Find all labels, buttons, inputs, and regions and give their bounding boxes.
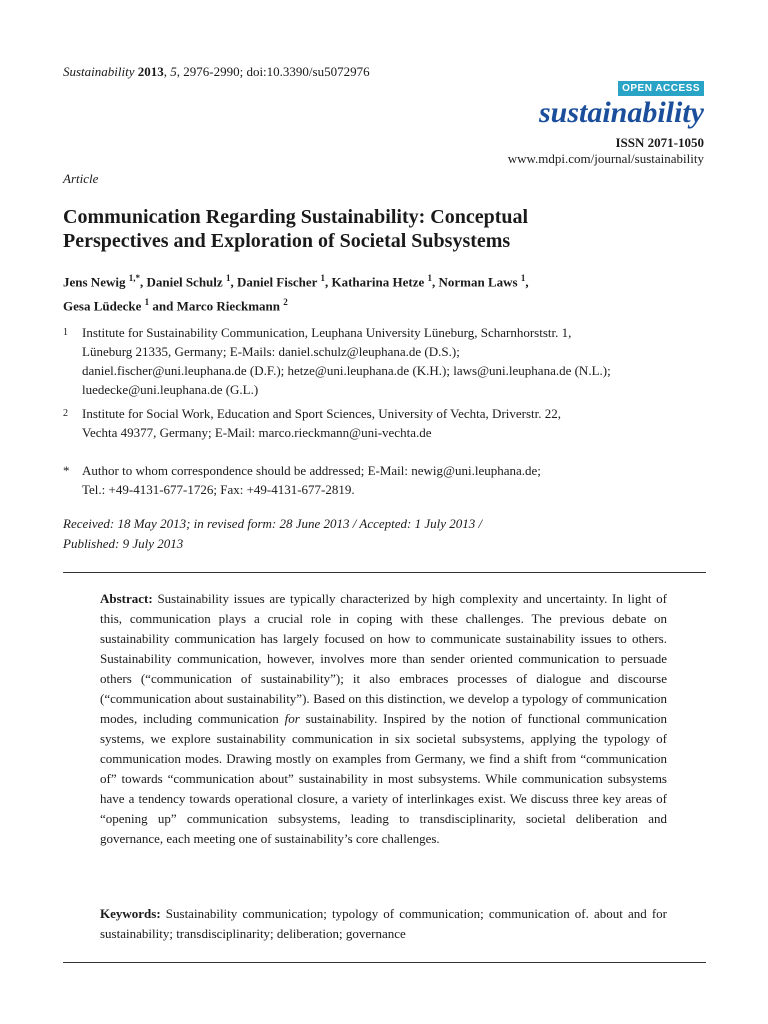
author-affiliation-mark: 1: [144, 297, 150, 308]
issn: ISSN 2071-1050: [615, 135, 704, 150]
affiliation-2: [63, 404, 703, 442]
keywords-text: Sustainability communication; typology of communication; communication of. about and for sustainability; transdisciplinarity; deliberation; governance: [100, 906, 667, 941]
publication-dates: [63, 514, 683, 554]
title-line-1: Communication Regarding Sustainability: Conceptual: [63, 206, 529, 228]
author-name: Katharina Hetze: [331, 274, 425, 290]
author-affiliation-mark: 2: [283, 297, 288, 308]
correspondence-line: Author to whom correspondence should be addressed; E-Mail: newig@uni.leuphana.de;: [82, 463, 541, 478]
author-name: Norman Laws: [438, 274, 518, 290]
author-affiliation-mark: 1,*: [128, 273, 140, 283]
citation-volume: 5: [170, 64, 177, 79]
affiliation-line: Vechta 49377, Germany; E-Mail: marco.rieckmann@uni-vechta.de: [82, 425, 432, 440]
author-affiliation-mark: 1: [225, 273, 231, 283]
dates-line-1: Received: 18 May 2013; in revised form: 28 June 2013 / Accepted: 1 July 2013 /: [63, 516, 483, 531]
author-line-2: Gesa Lüdecke $^1$ and Marco Rieckmann $^2$: [63, 297, 288, 314]
divider-bottom: [63, 962, 706, 963]
open-access-badge: OPEN ACCESS: [618, 81, 704, 96]
article-type: Article: [63, 171, 99, 186]
abstract-label: Abstract:: [100, 591, 153, 606]
author-list: [63, 268, 703, 317]
author-name: Daniel Schulz: [146, 274, 223, 290]
affiliation-line: Institute for Social Work, Education and Sport Sciences, University of Vechta, Driverstr. 22,: [82, 406, 562, 421]
affiliation-line: luedecke@uni.leuphana.de (G.L.): [82, 382, 259, 397]
citation-journal: Sustainability: [63, 64, 135, 79]
affiliation-line: Lüneburg 21335, Germany; E-Mails: daniel.schulz@leuphana.de (D.S.);: [82, 344, 460, 359]
affiliation-line: Institute for Sustainability Communication, Leuphana University Lüneburg, Scharnhorststr. 1,: [82, 325, 572, 340]
divider-top: [63, 572, 706, 573]
author-affiliation-mark: 1: [520, 273, 526, 283]
journal-url[interactable]: www.mdpi.com/journal/sustainability: [507, 151, 704, 166]
author-line-1: Jens Newig $^{1,*}$, Daniel Schulz $^1$, Daniel Fischer $^1$, Katharina Hetze $^1$, Norman Laws $^1$,: [63, 273, 529, 290]
abstract-emphasis: for: [284, 711, 300, 726]
author-name: Marco Rieckmann: [176, 298, 280, 314]
author-name: Daniel Fischer: [236, 274, 318, 290]
citation-rest: , 2976-2990; doi:10.3390/su5072976: [176, 64, 370, 79]
abstract-text-part-1: Sustainability issues are typically characterized by high complexity and uncertainty. In light of this, communication plays a crucial role in coping with these challenges. The previous debate on sustainability communication has largely focused on how to communicate sustainability issues to others. Sustainability communication, however, involves more than sender oriented communication to persuade others (“communication of sustainability”); it also embraces processes of dialogue and discourse (“communication about sustainability”). Based on this distinction, we develop a typology of communication modes, including communication: [100, 591, 667, 726]
citation-year: 2013: [137, 64, 164, 79]
author-affiliation-mark: 1: [320, 273, 325, 283]
author-name: Gesa Lüdecke: [63, 298, 142, 314]
dates-line-2: Published: 9 July 2013: [63, 536, 184, 551]
affiliation-mark: 1: [63, 327, 68, 338]
title-line-2: Perspectives and Exploration of Societal Subsystems: [63, 230, 511, 252]
keywords: [100, 904, 667, 944]
affiliation-line: daniel.fischer@uni.leuphana.de (D.F.); hetze@uni.leuphana.de (K.H.); laws@uni.leuphana.de (N.L.);: [82, 363, 611, 378]
abstract: [100, 589, 667, 849]
affiliation-mark: 2: [63, 408, 68, 419]
author-name: Jens Newig: [63, 274, 126, 290]
citation-line: Sustainability 2013, 5, 2976-2990; doi:10.3390/su5072976: [63, 64, 370, 79]
abstract-text-part-2: sustainability. Inspired by the notion of functional communication systems, we explore sustainability communication in six societal subsystems, applying the typology of communication modes. Drawing mostly on examples from Germany, we find a shift from “communication of” towards “communication about” sustainability in most subsystems. While communication subsystems have a tendency towards operational closure, a variety of interlinkages exist. We discuss three key areas of “opening up” communication subsystems, leading to transdisciplinarity, societal deliberation and governance, each meeting one of sustainability’s core challenges.: [100, 711, 668, 846]
article-title: [63, 205, 683, 253]
correspondence-mark: *: [63, 463, 70, 478]
affiliation-1: [63, 323, 703, 399]
keywords-label: Keywords:: [100, 906, 161, 921]
journal-logo: sustainability: [538, 96, 704, 129]
correspondence-note: [63, 461, 703, 499]
correspondence-line: Tel.: +49-4131-677-1726; Fax: +49-4131-677-2819.: [82, 482, 355, 497]
author-affiliation-mark: 1: [427, 273, 433, 283]
